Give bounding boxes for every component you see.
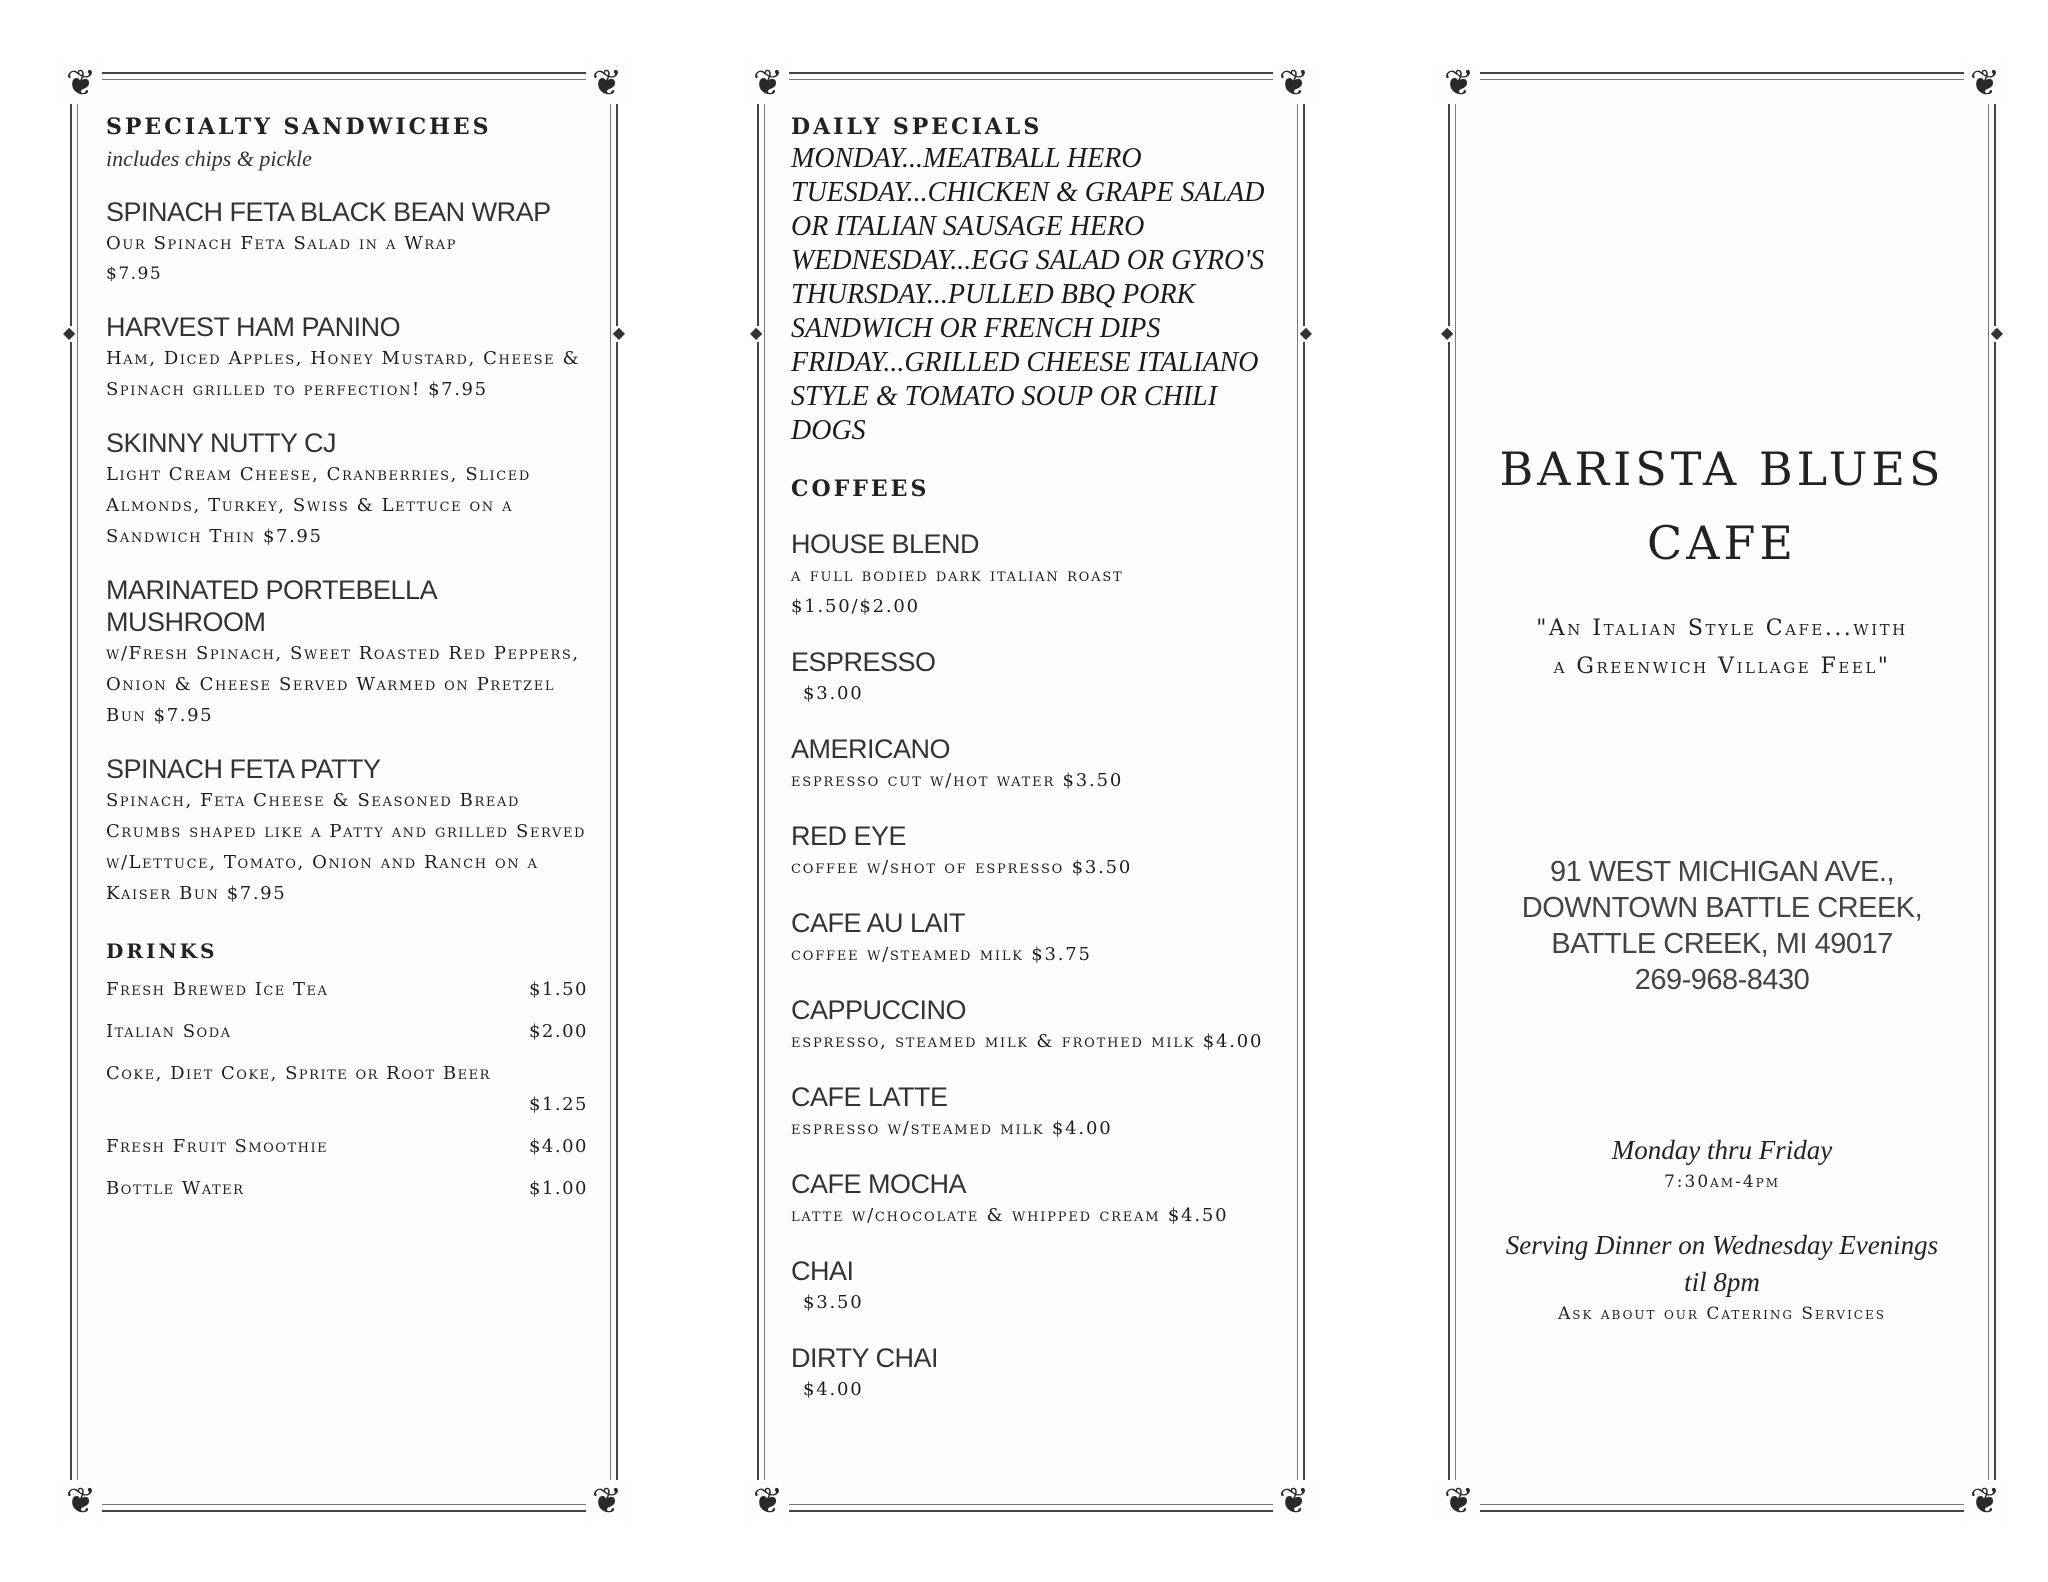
coffee-name: ESPRESSO xyxy=(791,647,936,677)
coffees-heading: COFFEES xyxy=(791,476,930,502)
sandwiches-content xyxy=(106,114,588,1204)
open-days: Monday thru Friday xyxy=(1611,1135,1833,1165)
special-line: WEDNESDAY...EGG SALAD OR GYRO'S xyxy=(791,245,1265,276)
coffee-description: coffee w/steamed milk $3.75 xyxy=(791,944,1092,965)
coffee-name: CAPPUCCINO xyxy=(791,995,967,1025)
item-name: SKINNY NUTTY CJ xyxy=(106,428,337,458)
section-subheading: includes chips & pickle xyxy=(106,146,312,171)
item-name: SPINACH FETA BLACK BEAN WRAP xyxy=(106,197,551,227)
side-ornament-icon: ◆ xyxy=(1441,325,1454,342)
corner-ornament-icon: ❦ xyxy=(1273,62,1315,104)
cafe-name: BARISTA BLUES xyxy=(1499,442,1945,496)
coffee-price: $4.00 xyxy=(803,1379,864,1400)
special-line: MONDAY...MEATBALL HERO xyxy=(791,143,1142,174)
corner-ornament-icon: ❦ xyxy=(586,1480,628,1522)
coffee-name: CAFE LATTE xyxy=(791,1082,948,1112)
item-name: HARVEST HAM PANINO xyxy=(106,312,401,342)
coffee-description: latte w/chocolate & whipped cream $4.50 xyxy=(791,1205,1229,1226)
corner-ornament-icon: ❦ xyxy=(1438,1480,1480,1522)
drink-name: Fresh Brewed Ice Tea xyxy=(106,979,329,1000)
side-ornament-icon: ◆ xyxy=(1299,325,1312,342)
coffee-description: espresso cut w/hot water $3.50 xyxy=(791,770,1124,791)
sandwiches-panel xyxy=(63,63,625,1521)
coffee-description: a full bodied dark italian roast xyxy=(791,565,1124,586)
cover-content xyxy=(1458,432,1986,1327)
special-line: SANDWICH OR FRENCH DIPS xyxy=(791,313,1161,344)
coffee-name: RED EYE xyxy=(791,821,907,851)
dinner-block xyxy=(1458,1227,1986,1327)
menu-item xyxy=(106,574,588,731)
coffee-item xyxy=(791,907,1285,970)
coffee-price: $1.50/$2.00 xyxy=(791,596,920,617)
coffee-name: AMERICANO xyxy=(791,734,951,764)
special-line: DOGS xyxy=(791,415,866,446)
item-description: Our Spinach Feta Salad in a Wrap xyxy=(106,233,458,254)
drink-name: Italian Soda xyxy=(106,1021,232,1042)
coffee-item xyxy=(791,994,1285,1057)
phone-number: 269-968-8430 xyxy=(1634,964,1810,996)
side-ornament-icon: ◆ xyxy=(1990,325,2003,342)
drink-name: Bottle Water xyxy=(106,1178,245,1199)
menu-item xyxy=(106,196,588,289)
dinner-note: Serving Dinner on Wednesday Evenings xyxy=(1505,1230,1939,1260)
section-heading: SPECIALTY SANDWICHES xyxy=(106,114,492,140)
cafe-name: CAFE xyxy=(1647,516,1797,570)
drink-price: $4.00 xyxy=(528,1136,588,1157)
drinks-list xyxy=(106,974,588,1204)
hours-block xyxy=(1458,1132,1986,1195)
corner-ornament-icon: ❦ xyxy=(586,62,628,104)
coffee-item xyxy=(791,1255,1285,1318)
coffee-description: espresso w/steamed milk $4.00 xyxy=(791,1118,1113,1139)
coffee-item xyxy=(791,820,1285,883)
dinner-note: til 8pm xyxy=(1684,1267,1760,1297)
coffee-item xyxy=(791,733,1285,796)
drinks-heading: DRINKS xyxy=(106,939,218,963)
catering-note: Ask about our Catering Services xyxy=(1558,1304,1886,1324)
tagline-line: a Greenwich Village Feel" xyxy=(1553,654,1891,679)
coffee-name: CHAI xyxy=(791,1256,854,1286)
drink-row xyxy=(106,1173,588,1204)
special-line: STYLE & TOMATO SOUP OR CHILI xyxy=(791,381,1218,412)
drink-price: $2.00 xyxy=(528,1021,588,1042)
section-heading: DAILY SPECIALS xyxy=(791,114,1043,140)
coffee-name: CAFE MOCHA xyxy=(791,1169,967,1199)
open-hours: 7:30am-4pm xyxy=(1663,1172,1781,1192)
corner-ornament-icon: ❦ xyxy=(747,1480,789,1522)
specials-content xyxy=(791,114,1285,1405)
address-block xyxy=(1458,854,1986,998)
corner-ornament-icon: ❦ xyxy=(60,1480,102,1522)
item-price: $7.95 xyxy=(106,264,163,284)
corner-ornament-icon: ❦ xyxy=(60,62,102,104)
special-line: THURSDAY...PULLED BBQ PORK xyxy=(791,279,1196,310)
coffee-description: coffee w/shot of espresso $3.50 xyxy=(791,857,1133,878)
cover-panel xyxy=(1441,63,2003,1521)
corner-ornament-icon: ❦ xyxy=(1964,1480,2006,1522)
side-ornament-icon: ◆ xyxy=(612,325,625,342)
menu-item xyxy=(106,427,588,552)
corner-ornament-icon: ❦ xyxy=(747,62,789,104)
corner-ornament-icon: ❦ xyxy=(1438,62,1480,104)
item-description: Light Cream Cheese, Cranberries, Sliced Almonds, Turkey, Swiss & Lettuce on a Sandwich Thin $7.95 xyxy=(106,464,531,547)
menu-item xyxy=(106,753,588,909)
coffee-description: espresso, steamed milk & frothed milk $4.00 xyxy=(791,1031,1264,1052)
coffee-item xyxy=(791,646,1285,709)
special-line: TUESDAY...CHICKEN & GRAPE SALAD xyxy=(791,177,1265,208)
drink-row xyxy=(106,1131,588,1162)
item-description: Ham, Diced Apples, Honey Mustard, Cheese & Spinach grilled to perfection! $7.95 xyxy=(106,348,581,400)
coffee-name: HOUSE BLEND xyxy=(791,529,980,559)
address-line: DOWNTOWN BATTLE CREEK, xyxy=(1521,892,1923,924)
drink-name: Coke, Diet Coke, Sprite or Root Beer xyxy=(106,1063,491,1084)
drink-row xyxy=(106,1016,588,1047)
address-line: BATTLE CREEK, MI 49017 xyxy=(1551,928,1893,960)
item-description: w/Fresh Spinach, Sweet Roasted Red Peppers, Onion & Cheese Served Warmed on Pretzel Bun $7.95 xyxy=(106,643,580,726)
corner-ornament-icon: ❦ xyxy=(1273,1480,1315,1522)
tagline-line: "An Italian Style Cafe...with xyxy=(1536,616,1908,641)
coffee-name: CAFE AU LAIT xyxy=(791,908,966,938)
item-name: MARINATED PORTEBELLA MUSHROOM xyxy=(106,575,436,637)
drink-name: Fresh Fruit Smoothie xyxy=(106,1136,329,1157)
item-description: Spinach, Feta Cheese & Seasoned Bread Crumbs shaped like a Patty and grilled Served w/Lettuce, Tomato, Onion and Ranch on a Kaiser Bun $7.95 xyxy=(106,790,587,904)
coffee-item xyxy=(791,528,1285,622)
specials-list xyxy=(791,142,1285,448)
coffee-item xyxy=(791,1342,1285,1405)
coffee-item xyxy=(791,1168,1285,1231)
coffee-item xyxy=(791,1081,1285,1144)
side-ornament-icon: ◆ xyxy=(63,325,76,342)
item-name: SPINACH FETA PATTY xyxy=(106,754,381,784)
menu-item xyxy=(106,311,588,405)
drink-row xyxy=(106,1058,588,1120)
drink-price: $1.00 xyxy=(528,1178,588,1199)
address-line: 91 WEST MICHIGAN AVE., xyxy=(1549,856,1895,888)
corner-ornament-icon: ❦ xyxy=(1964,62,2006,104)
special-line: OR ITALIAN SAUSAGE HERO xyxy=(791,211,1145,242)
tagline xyxy=(1458,610,1986,686)
coffee-price: $3.00 xyxy=(803,683,864,704)
coffee-price: $3.50 xyxy=(803,1292,864,1313)
drink-price: $1.50 xyxy=(528,979,588,1000)
drink-row xyxy=(106,974,588,1005)
drink-price: $1.25 xyxy=(528,1094,588,1115)
specials-coffees-panel xyxy=(750,63,1312,1521)
side-ornament-icon: ◆ xyxy=(750,325,763,342)
special-line: FRIDAY...GRILLED CHEESE ITALIANO xyxy=(791,347,1259,378)
coffee-name: DIRTY CHAI xyxy=(791,1343,939,1373)
